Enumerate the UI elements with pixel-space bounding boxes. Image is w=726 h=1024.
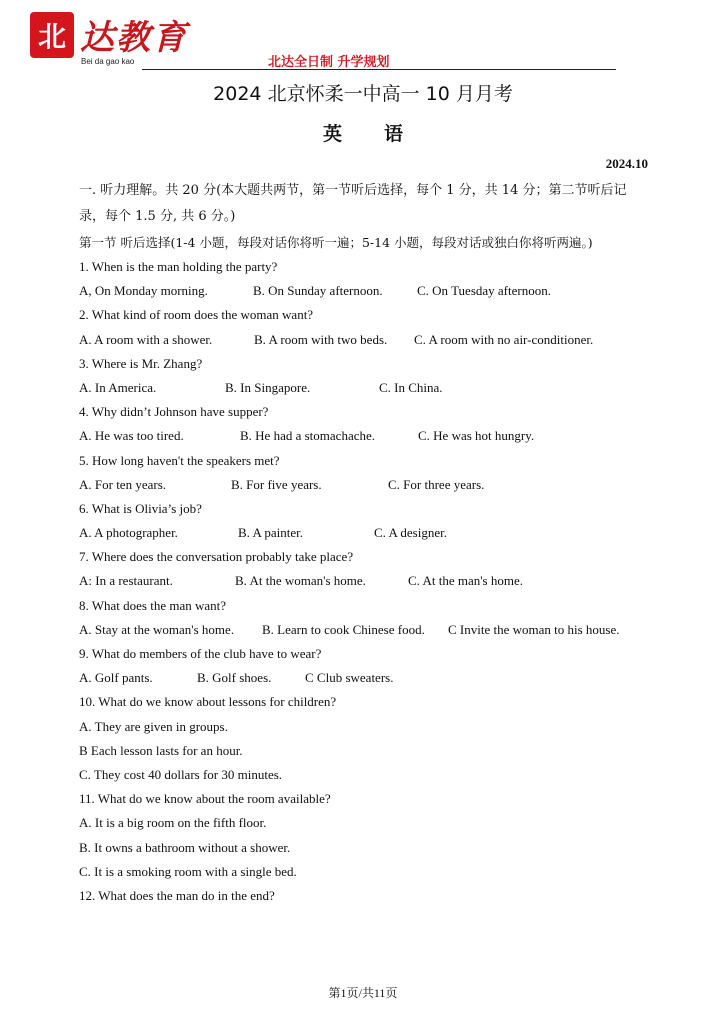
question-11-option-c: C. It is a smoking room with a single bed. — [79, 863, 297, 879]
question-2-option-c: C. A room with no air-conditioner. — [414, 331, 594, 347]
question-9-option-a: A. Golf pants. — [79, 670, 153, 686]
question-3-option-b: B. In Singapore. — [225, 379, 311, 395]
exam-title: 2024 北京怀柔一中高一 10 月月考 — [213, 83, 513, 105]
exam-content — [79, 178, 651, 908]
question-4-option-c: C. He was hot hungry. — [418, 428, 535, 444]
question-10-option-a: A. They are given in groups. — [79, 718, 228, 734]
logo-pinyin: Bei da gao kao — [81, 57, 135, 66]
question-3-option-a: A. In America. — [79, 379, 157, 395]
question-3-option-c: C. In China. — [379, 379, 443, 395]
question-5: 5. How long haven't the speakers met? — [79, 452, 280, 468]
question-1-option-c: C. On Tuesday afternoon. — [417, 283, 551, 299]
question-1-options — [79, 279, 651, 303]
question-7-options — [79, 569, 651, 593]
question-8-option-a: A. Stay at the woman's home. — [79, 621, 235, 637]
question-7-option-c: C. At the man's home. — [408, 573, 524, 589]
section-1-instructions: 一. 听力理解。共 20 分(本大题共两节，第一节听后选择，每个 1 分，共 14 分；第二节听后记录，每个 1.5 分, 共 6 分。) — [79, 183, 627, 224]
exam-date: 2024.10 — [605, 156, 648, 171]
header-slogan: 北达全日制 升学规划 — [268, 55, 390, 70]
logo-text: 达教育 — [80, 18, 188, 58]
question-11-option-b: B. It owns a bathroom without a shower. — [79, 839, 291, 855]
question-5-options — [79, 473, 651, 497]
question-11-option-a: A. It is a big room on the fifth floor. — [79, 815, 267, 831]
question-11: 11. What do we know about the room available? — [79, 791, 331, 807]
page-header — [0, 0, 726, 72]
question-6-option-a: A. A photographer. — [79, 525, 178, 541]
question-5-option-b: B. For five years. — [231, 476, 322, 492]
question-7-option-b: B. At the woman's home. — [235, 573, 366, 589]
question-2-option-b: B. A room with two beds. — [254, 331, 388, 347]
question-7: 7. Where does the conversation probably take place? — [79, 549, 354, 565]
question-7-option-a: A: In a restaurant. — [79, 573, 173, 589]
question-1-option-a: A, On Monday morning. — [79, 283, 208, 299]
question-9-option-b: B. Golf shoes. — [197, 670, 272, 686]
question-4: 4. Why didn’t Johnson have supper? — [79, 404, 269, 420]
question-12: 12. What does the man do in the end? — [79, 887, 275, 903]
question-list — [79, 255, 651, 908]
question-9: 9. What do members of the club have to wear? — [79, 646, 322, 661]
question-6-option-c: C. A designer. — [374, 525, 447, 541]
question-10-option-c: C. They cost 40 dollars for 30 minutes. — [79, 766, 283, 782]
question-5-option-c: C. For three years. — [388, 476, 485, 492]
question-10: 10. What do we know about lessons for children? — [79, 694, 337, 710]
question-3: 3. Where is Mr. Zhang? — [79, 355, 203, 371]
page-number: 第1页/共11页 — [328, 986, 398, 1000]
question-4-option-a: A. He was too tired. — [79, 428, 184, 444]
section-1-part-1-instructions: 第一节 听后选择(1-4 小题，每段对话你将听一遍；5-14 小题，每段对话或独白你将听两遍。) — [79, 235, 593, 250]
question-4-option-b: B. He had a stomachache. — [240, 428, 376, 444]
question-8-option-b: B. Learn to cook Chinese food. — [262, 621, 425, 637]
question-4-options — [79, 424, 651, 448]
question-8-option-c: C Invite the woman to his house. — [448, 621, 620, 637]
header-divider — [142, 69, 616, 70]
question-8: 8. What does the man want? — [79, 597, 227, 613]
question-1-option-b: B. On Sunday afternoon. — [253, 283, 383, 299]
question-6-option-b: B. A painter. — [238, 525, 303, 541]
question-9-options — [79, 666, 651, 690]
question-10-option-b: B Each lesson lasts for an hour. — [79, 742, 243, 758]
question-5-option-a: A. For ten years. — [79, 476, 167, 492]
logo-seal: 北 — [30, 12, 74, 58]
question-8-options — [79, 618, 651, 642]
question-3-options — [79, 376, 651, 400]
question-2: 2. What kind of room does the woman want? — [79, 307, 314, 323]
question-6: 6. What is Olivia’s job? — [79, 500, 202, 516]
question-2-options — [79, 328, 651, 352]
question-6-options — [79, 521, 651, 545]
question-9-option-c: C Club sweaters. — [305, 670, 394, 686]
question-2-option-a: A. A room with a shower. — [79, 331, 213, 347]
subject-title: 英语 — [322, 123, 445, 145]
question-1: 1. When is the man holding the party? — [79, 259, 278, 274]
